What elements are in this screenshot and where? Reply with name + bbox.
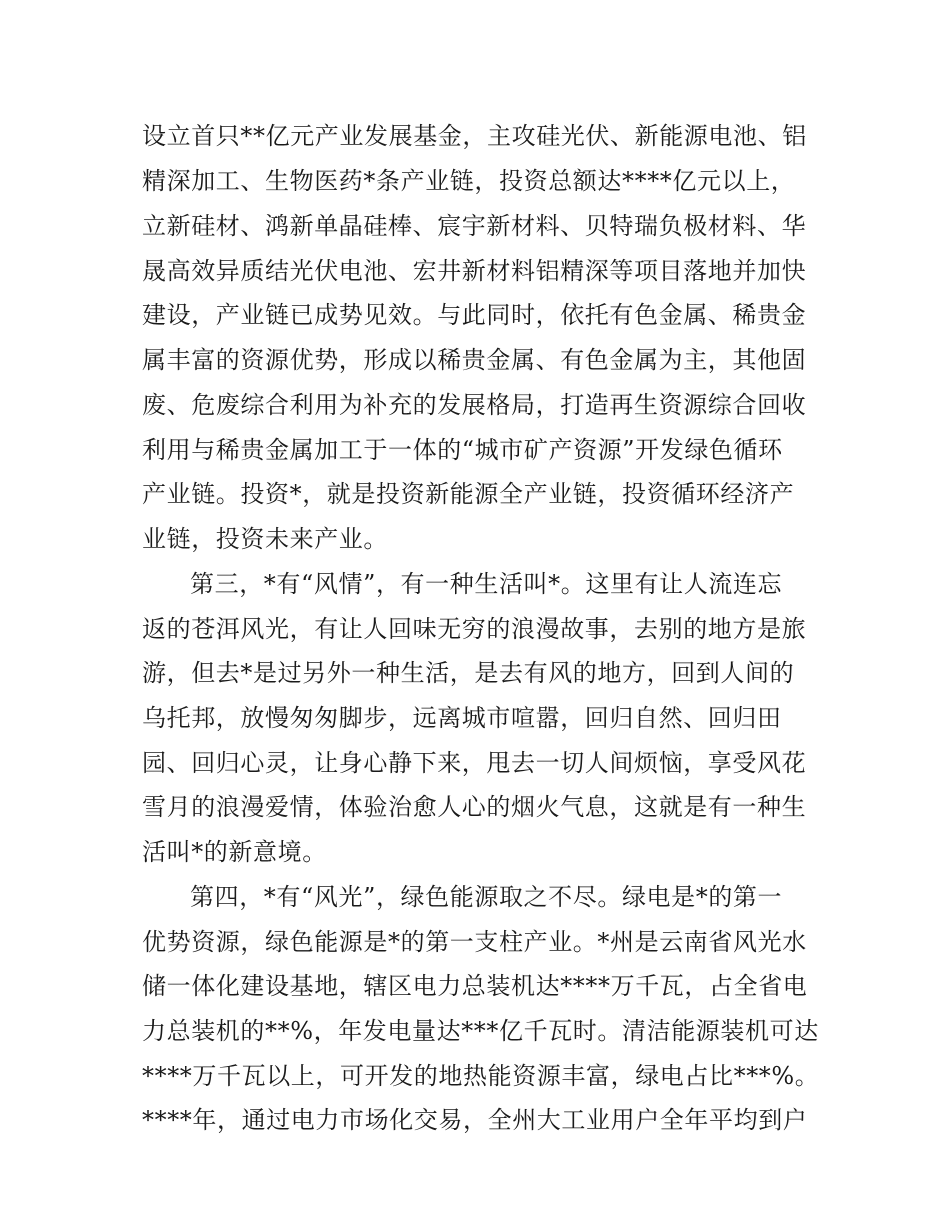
text-line: 乌托邦，放慢匆匆脚步，远离城市喧嚣，回归自然、回归田 [142,704,782,732]
text-line: 储一体化建设基地，辖区电力总装机达****万千瓦，占全省电 [142,972,808,1000]
text-line: 建设，产业链已成势见效。与此同时，依托有色金属、稀贵金 [142,301,807,329]
text-line: 游，但去*是过另外一种生活，是去有风的地方，回到人间的 [142,659,795,687]
text-line: 力总装机的**%，年发电量达***亿千瓦时。清洁能源装机可达 [142,1017,819,1045]
text-line: ****万千瓦以上，可开发的地热能资源丰富，绿电占比***%。 [142,1062,820,1090]
text-line: 设立首只**亿元产业发展基金，主攻硅光伏、新能源电池、铝 [142,122,807,150]
text-line: 立新硅材、鸿新单晶硅棒、宸宇新材料、贝特瑞负极材料、华 [142,212,807,240]
text-line: ****年，通过电力市场化交易，全州大工业用户全年平均到户 [142,1106,808,1134]
text-line: 雪月的浪漫爱情，体验治愈人心的烟火气息，这就是有一种生 [142,793,807,821]
paragraph-first-line: 第四，*有“风光”，绿色能源取之不尽。绿电是*的第一 [190,883,783,911]
text-line: 精深加工、生物医药*条产业链，投资总额达****亿元以上， [142,167,796,195]
text-line: 业链，投资未来产业。 [142,525,388,553]
text-line: 返的苍洱风光，有让人回味无穷的浪漫故事，去别的地方是旅 [142,615,807,643]
text-line: 活叫*的新意境。 [142,838,327,866]
text-line: 利用与稀贵金属加工于一体的“城市矿产资源”开发绿色循环 [142,436,783,464]
paragraph-first-line: 第三，*有“风情”，有一种生活叫*。这里有让人流连忘 [190,570,783,598]
text-line: 优势资源，绿色能源是*的第一支柱产业。*州是云南省风光水 [142,928,807,956]
text-line: 产业链。投资*，就是投资新能源全产业链，投资循环经济产 [142,480,795,508]
text-line: 废、危废综合利用为补充的发展格局，打造再生资源综合回收 [142,391,807,419]
text-line: 属丰富的资源优势，形成以稀贵金属、有色金属为主，其他固 [142,346,807,374]
text-line: 晟高效异质结光伏电池、宏井新材料铝精深等项目落地并加快 [142,257,807,285]
text-line: 园、回归心灵，让身心静下来，甩去一切人间烦恼，享受风花 [142,749,807,777]
